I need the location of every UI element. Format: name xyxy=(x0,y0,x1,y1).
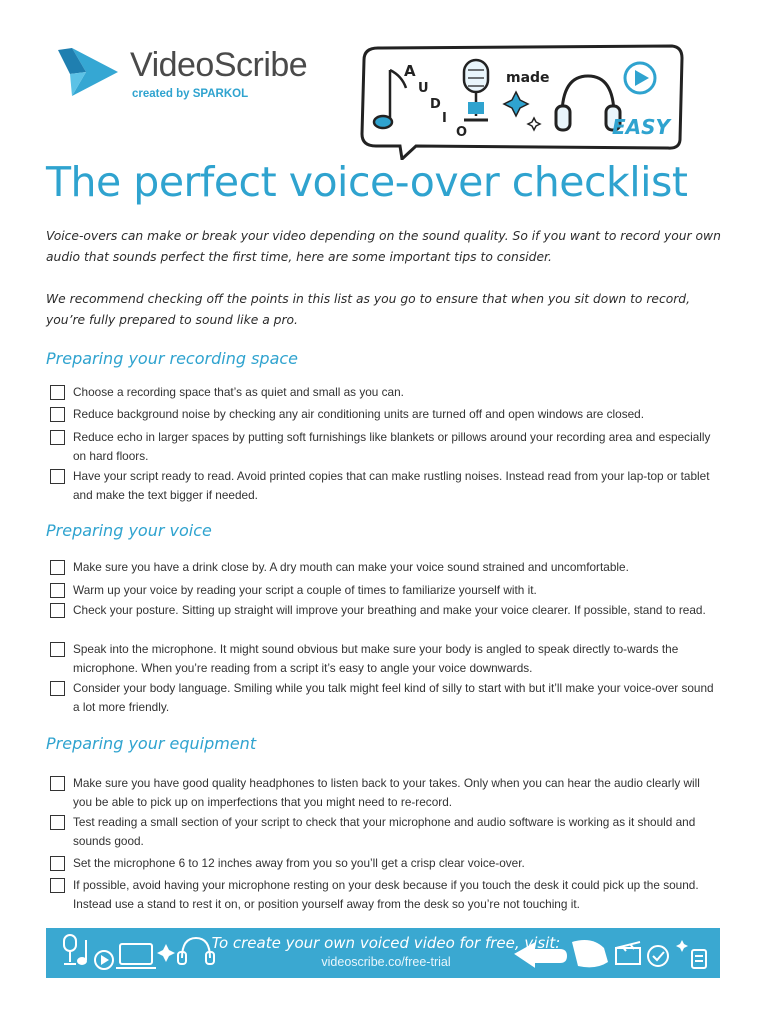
free-trial-banner xyxy=(46,928,720,978)
clapperboard-icon xyxy=(616,942,640,964)
videoscribe-logo-icon xyxy=(56,44,120,100)
music-note-icon xyxy=(78,940,86,964)
checkbox[interactable] xyxy=(50,430,65,445)
free-trial-link[interactable]: videoscribe.co/free-trial xyxy=(321,955,451,969)
checkbox[interactable] xyxy=(50,583,65,598)
hand-icon xyxy=(572,940,608,967)
banner-cta-text: To create your own voiced video for free, visit: xyxy=(211,934,561,952)
pointing-hand-icon xyxy=(516,944,566,966)
laptop-icon xyxy=(116,944,156,968)
checkbox[interactable] xyxy=(50,815,65,830)
checklist-item-text: Test reading a small section of your script to check that your microphone and audio software is working as it should and sounds good. xyxy=(73,815,696,848)
checkmark-icon xyxy=(648,946,668,966)
checklist-item-text: If possible, avoid having your microphone resting on your desk because if you touch the desk it could pick up the sound. Instead use a stand to rest it on, or position yourself away from the desk so you’re not touching it. xyxy=(73,878,699,911)
checkbox[interactable] xyxy=(50,642,65,657)
checklist-item xyxy=(50,467,722,504)
page-title: The perfect voice-over checklist xyxy=(46,158,688,206)
checklist-item xyxy=(50,679,722,716)
checklist-item-text: Reduce echo in larger spaces by putting soft furnishings like blankets or pillows around your recording area and especially on hard floors. xyxy=(73,430,711,463)
checkbox[interactable] xyxy=(50,856,65,871)
checkbox[interactable] xyxy=(50,560,65,575)
section-heading-voice: Preparing your voice xyxy=(46,521,212,540)
checklist-item-text: Check your posture. Sitting up straight will improve your breathing and make your voice clearer. If possible, stand to read. xyxy=(73,603,706,617)
sparkle-icon xyxy=(157,944,175,962)
checklist-item-text: Reduce background noise by checking any air conditioning units are turned off and open windows are closed. xyxy=(73,407,644,421)
badge-letter-o: O xyxy=(456,125,468,140)
brand-tagline: created by SPARKOL xyxy=(132,88,249,100)
checklist-item-text: Choose a recording space that’s as quiet and small as you can. xyxy=(73,385,404,399)
section-heading-recording-space: Preparing your recording space xyxy=(46,349,299,368)
document-icon xyxy=(692,950,706,968)
checkbox[interactable] xyxy=(50,603,65,618)
checklist-item xyxy=(50,383,722,402)
checkbox[interactable] xyxy=(50,776,65,791)
checklist-item-text: Make sure you have a drink close by. A dry mouth can make your voice sound strained and uncomfortable. xyxy=(73,560,629,574)
section-heading-equipment: Preparing your equipment xyxy=(46,734,257,753)
checklist-item xyxy=(50,640,722,677)
checklist-item xyxy=(50,581,722,600)
sparkle-icon xyxy=(676,940,688,952)
audio-made-easy-badge xyxy=(356,42,686,160)
play-icon xyxy=(625,63,655,93)
checklist-item xyxy=(50,601,722,620)
intro-paragraph-1: Voice-overs can make or break your video depending on the sound quality. So if you want to record your own audio that sounds perfect the first time, here are some important tips to consider. xyxy=(46,229,721,264)
checklist-item xyxy=(50,428,722,465)
checklist-item-text: Warm up your voice by reading your script a couple of times to familiarize yourself with it. xyxy=(73,583,537,597)
badge-easy-text: EASY xyxy=(612,115,671,139)
checklist-item xyxy=(50,774,722,811)
checklist-item xyxy=(50,558,722,577)
checkbox[interactable] xyxy=(50,469,65,484)
checklist-item-text: Set the microphone 6 to 12 inches away from you so you’ll get a crisp clear voice-over. xyxy=(73,856,525,870)
checklist-item-text: Make sure you have good quality headphones to listen back to your takes. Only when you can hear the audio clearly will you be able to pick up on imperfections that you might need to re-record. xyxy=(73,776,700,809)
checkbox[interactable] xyxy=(50,385,65,400)
checkbox[interactable] xyxy=(50,681,65,696)
badge-letter-i: I xyxy=(442,111,447,126)
banner-doodles-left xyxy=(56,932,216,974)
checklist-item-text: Have your script ready to read. Avoid printed copies that can make rustling noises. Instead read from your lap-top or tablet and make the text bigger if needed. xyxy=(73,469,710,502)
checklist-item-text: Speak into the microphone. It might sound obvious but make sure your body is angled to speak directly to-wards the microphone. When you’re reading from a script it’s easy to angle your voice downwards. xyxy=(73,642,679,675)
checkbox[interactable] xyxy=(50,407,65,422)
checklist-item xyxy=(50,876,722,913)
badge-letter-d: D xyxy=(430,97,441,112)
badge-letter-u: U xyxy=(418,81,429,96)
checklist-item xyxy=(50,813,722,850)
badge-letter-a: A xyxy=(404,62,416,80)
checklist-item-text: Consider your body language. Smiling while you talk might feel kind of silly to start with but it’ll make your voice-over sound a lot more friendly. xyxy=(73,681,714,714)
checkbox[interactable] xyxy=(50,878,65,893)
play-icon xyxy=(95,951,113,969)
banner-doodles-right xyxy=(512,932,712,974)
checklist-item xyxy=(50,405,722,424)
checklist-item xyxy=(50,854,722,873)
badge-made-text: made xyxy=(506,70,550,86)
microphone-icon xyxy=(64,935,76,964)
videoscribe-logo xyxy=(56,44,346,104)
brand-name: VideoScribe xyxy=(130,46,308,84)
intro-paragraph-2: We recommend checking off the points in this list as you go to ensure that when you sit down to record, you’re fully prepared to sound like a pro. xyxy=(46,292,691,327)
